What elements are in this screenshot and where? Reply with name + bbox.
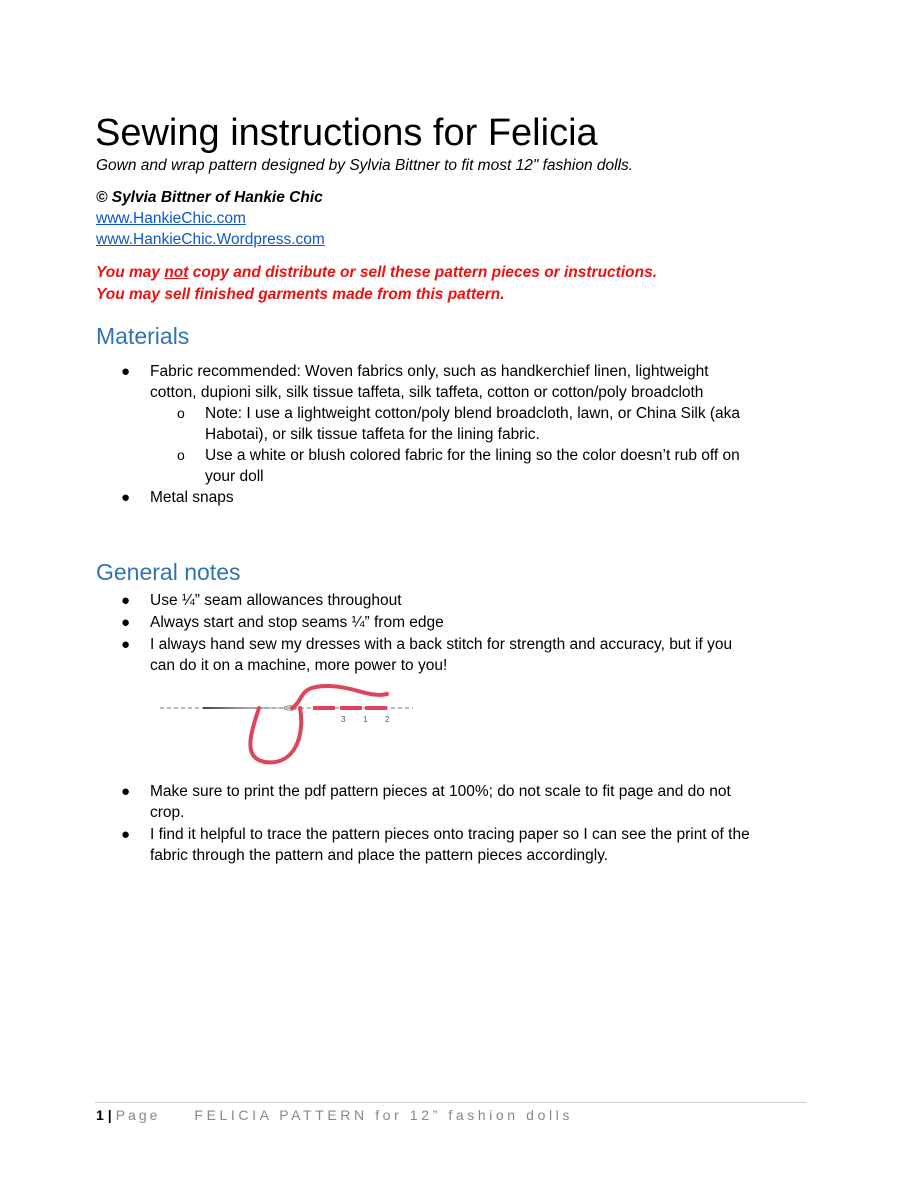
list-item-line: Always start and stop seams ¼” from edge (150, 614, 444, 631)
stitch-label: 1 (363, 715, 368, 724)
thread-loop-lower (250, 708, 301, 762)
sell-notice: You may sell finished garments made from this pattern. (96, 286, 505, 303)
footer-doc-title: FELICIA PATTERN for 12” fashion dolls (194, 1107, 573, 1123)
bullet-icon: ● (121, 363, 131, 380)
page-number: 1 (96, 1107, 104, 1123)
needle-icon (203, 707, 295, 709)
website-link[interactable]: www.HankieChic.com (96, 210, 246, 227)
document-title: Sewing instructions for Felicia (95, 112, 598, 154)
list-item (205, 445, 805, 487)
list-item (150, 634, 810, 676)
hollow-bullet-icon: o (177, 405, 185, 421)
list-item (150, 612, 810, 633)
page-word: Page (115, 1107, 161, 1123)
stitch-label: 2 (385, 715, 390, 724)
thread-loop-upper (292, 686, 387, 708)
bullet-icon: ● (121, 592, 131, 609)
list-item-line: fabric through the pattern and place the pattern pieces accordingly. (150, 847, 609, 864)
footer-divider (95, 1102, 807, 1103)
bullet-icon: ● (121, 489, 131, 506)
bullet-icon: ● (121, 783, 131, 800)
list-item-line: Fabric recommended: Woven fabrics only, such as handkerchief linen, lightweight (150, 363, 709, 380)
back-stitch-illustration (155, 680, 420, 772)
hollow-bullet-icon: o (177, 447, 185, 463)
list-item-line: Use a white or blush colored fabric for the lining so the color doesn’t rub off on (205, 447, 740, 464)
copy-warning-suffix: copy and distribute or sell these pattern pieces or instructions. (188, 264, 658, 281)
list-item (150, 781, 810, 823)
list-item-line: I find it helpful to trace the pattern pieces onto tracing paper so I can see the print of the (150, 826, 750, 843)
list-item-line: Make sure to print the pdf pattern pieces at 100%; do not scale to fit page and do not (150, 783, 731, 800)
general-notes-heading: General notes (96, 559, 241, 585)
copy-warning (96, 262, 657, 283)
copyright-notice: © Sylvia Bittner of Hankie Chic (96, 189, 323, 206)
list-item-line: Note: I use a lightweight cotton/poly blend broadcloth, lawn, or China Silk (aka (205, 405, 741, 422)
bullet-icon: ● (121, 614, 131, 631)
document-subtitle: Gown and wrap pattern designed by Sylvia Bittner to fit most 12" fashion dolls. (96, 157, 634, 174)
list-item-line: can do it on a machine, more power to you! (150, 657, 448, 674)
list-item-line: Metal snaps (150, 489, 234, 506)
copy-warning-emphasis: not (164, 264, 189, 281)
list-item-line: crop. (150, 804, 185, 821)
list-item-line: your doll (205, 468, 264, 485)
list-item (150, 824, 810, 866)
list-item-line: Use ¼” seam allowances throughout (150, 592, 402, 609)
list-item-line: I always hand sew my dresses with a back stitch for strength and accuracy, but if you (150, 636, 733, 653)
list-item (150, 361, 810, 403)
footer-separator: | (107, 1107, 112, 1123)
list-item-line: cotton, dupioni silk, silk tissue taffeta, silk taffeta, cotton or cotton/poly broadcloth (150, 384, 704, 401)
bullet-icon: ● (121, 826, 131, 843)
list-item (150, 487, 810, 508)
stitch-segment (365, 706, 387, 710)
stitch-segment (340, 706, 362, 710)
stitch-segment (313, 706, 335, 710)
list-item (150, 590, 810, 611)
list-item-line: Habotai), or silk tissue taffeta for the lining fabric. (205, 426, 540, 443)
page-footer (96, 1106, 573, 1124)
blog-link[interactable]: www.HankieChic.Wordpress.com (96, 231, 325, 248)
bullet-icon: ● (121, 636, 131, 653)
stitch-label: 3 (341, 715, 346, 724)
list-item (205, 403, 805, 445)
copy-warning-prefix: You may (96, 264, 165, 281)
materials-heading: Materials (96, 323, 190, 349)
